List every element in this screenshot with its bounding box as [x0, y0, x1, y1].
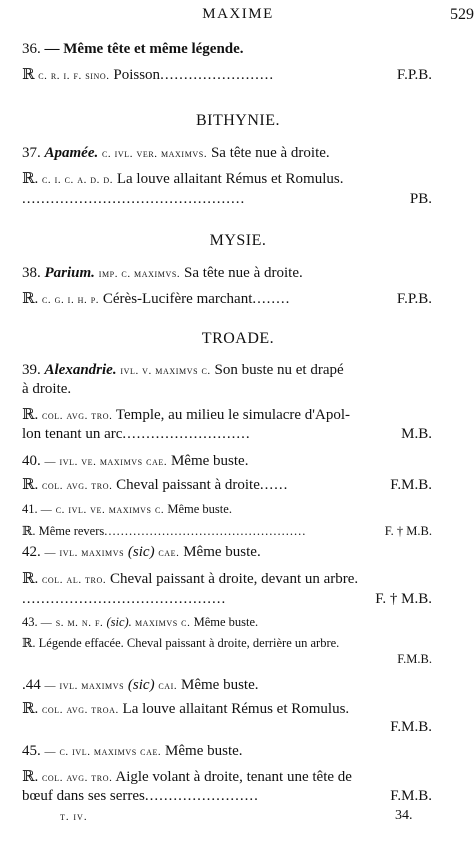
entry-40-obverse: 40. — ivl. ve. maximvs cae. Même buste.	[22, 453, 249, 469]
entry-36-obverse: 36. — Même tête et même légende.	[22, 41, 244, 57]
entry-43-obverse: 43. — s. m. n. f. (sic). maximvs c. Même buste.	[22, 615, 259, 629]
running-title: MAXIME	[202, 6, 274, 22]
entry-45-reverse-cont: bœuf dans ses serres........................ F.M.B.	[22, 788, 432, 804]
entry-42-obverse: 42. — ivl. maximvs (sic) cae. Même buste.	[22, 544, 261, 560]
entry-39-obverse-cont: à droite.	[22, 381, 72, 397]
entry-37-obverse: 37. Apamée. c. ivl. ver. maximvs. Sa tête nue à droite.	[22, 145, 330, 161]
section-heading-troade: TROADE.	[201, 330, 275, 347]
entry-37-reverse: ℝ. c. i. c. a. d. d. La louve allaitant Rémus et Romulus.	[22, 171, 344, 187]
entry-38-reverse: ℝ. c. g. i. h. p. Cérès-Lucifère marchant........ F.P.B.	[22, 291, 432, 307]
section-heading-mysie: MYSIE.	[209, 232, 267, 249]
entry-38-obverse: 38. Parium. imp. c. maximvs. Sa tête nue à droite.	[22, 265, 303, 281]
entry-40-reverse: ℝ. col. avg. tro. Cheval paissant à droite...... F.M.B.	[22, 477, 432, 493]
entry-43-reverse: ℝ. Légende effacée. Cheval paissant à droite, derrière un arbre.	[22, 636, 340, 650]
entry-39-reverse: ℝ. col. avg. tro. Temple, au milieu le simulacre d'Apol-	[22, 407, 350, 423]
book-page: MAXIME 529 36. — Même tête et même légende. ℝ c. r. i. f. sino. Poisson........................ F.P.B. BITHYNIE. 37. Apamée. c. ivl. ver. maximvs. Sa tête nue à droite. ℝ. c. i. c. a. d. d. La louve allaitant Rémus et Romulus. ............................................... PB. MYSIE. 38. Parium. imp. c. maximvs. Sa tête nue à droite. ℝ. c. g. i. h. p. Cérès-Lucifère marchant........ F.P.B. TROADE. 39. Alexandrie. ivl. v. maximvs c. Son buste nu et drapé à droite. ℝ. col. avg. tro. Temple, au milieu le simulacre d'Apol- lon tenant un arc........................... M.B. 40. — ivl. ve. maximvs cae. Même buste. ℝ. col. avg. tro. Cheval paissant à droite...... F.M.B. 41. — c. ivl. ve. maximvs c. Même buste. ℝ. Même revers................................................. F. † M.B. 42. — ivl. maximvs (sic) cae. Même buste. ℝ. col. al. tro. Cheval paissant à droite, devant un arbre. ........................................... F. † M.B. 43. — s. m. n. f. (sic). maximvs c. Même buste. ℝ. Légende effacée. Cheval paissant à droite, derrière un arbre. F.M.B. .44 — ivl. maximvs (sic) cai. Même buste. ℝ. col. avg. troa. La louve allaitant Rémus et Romulus. F.M.B. 45. — c. ivl. maximvs cae. Même buste. ℝ. col. avg. tro. Aigle volant à droite, tenant une tête de bœuf dans ses serres........................ F.M.B. t. iv. 34.	[0, 0, 476, 842]
page-number: 529	[450, 6, 474, 23]
entry-36-reverse: ℝ c. r. i. f. sino. Poisson........................ F.P.B.	[22, 67, 432, 83]
entry-41-reverse: ℝ. Même revers................................................. F. † M.B.	[22, 524, 432, 538]
section-heading-bithynie: BITHYNIE.	[195, 112, 281, 129]
entry-42-reverse-cont: ........................................... F. † M.B.	[22, 591, 432, 607]
entry-41-obverse: 41. — c. ivl. ve. maximvs c. Même buste.	[22, 502, 232, 516]
volume-mark: t. iv.	[60, 811, 88, 823]
entry-45-reverse: ℝ. col. avg. tro. Aigle volant à droite, tenant une tête de	[22, 769, 352, 785]
entry-37-reverse-cont: ............................................... PB.	[22, 191, 432, 207]
entry-42-reverse: ℝ. col. al. tro. Cheval paissant à droite, devant un arbre.	[22, 571, 359, 587]
signature-mark: 34.	[395, 808, 413, 823]
entry-44-obverse: .44 — ivl. maximvs (sic) cai. Même buste.	[22, 677, 259, 693]
entry-39-obverse: 39. Alexandrie. ivl. v. maximvs c. Son buste nu et drapé	[22, 362, 344, 378]
entry-39-reverse-cont: lon tenant un arc........................... M.B.	[22, 426, 432, 442]
entry-44-reverse: ℝ. col. avg. troa. La louve allaitant Rémus et Romulus.	[22, 701, 350, 717]
entry-45-obverse: 45. — c. ivl. maximvs cae. Même buste.	[22, 743, 243, 759]
